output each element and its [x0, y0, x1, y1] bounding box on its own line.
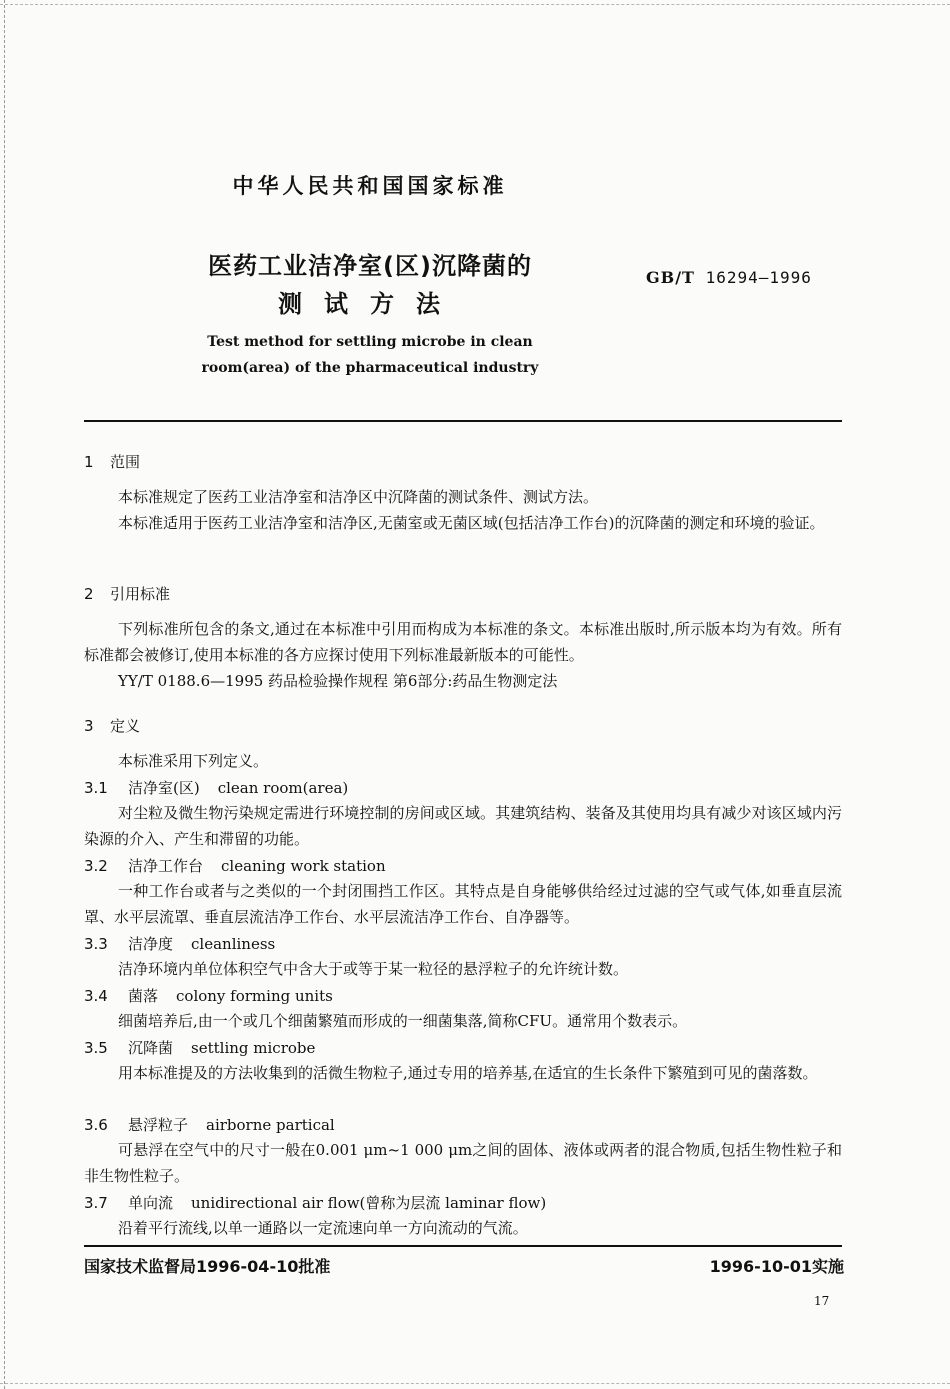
term-definition: 对尘粒及微生物污染规定需进行环境控制的房间或区域。其建筑结构、装备及其使用均具有减少对该区域内污染源的介入、产生和滞留的功能。 [84, 804, 842, 848]
term-heading [84, 855, 386, 876]
section-title: 引用标准 [110, 585, 171, 603]
term-cn: 菌落 [128, 987, 159, 1005]
effective-date: 1996-10-01实施 [709, 1257, 844, 1276]
section-heading-scope [84, 451, 140, 472]
term-cn: 单向流 [128, 1194, 174, 1212]
term-en: settling microbe [191, 1039, 316, 1057]
paragraph: 本标准适用于医药工业洁净室和洁净区,无菌室或无菌区域(包括洁净工作台)的沉降菌的测定和环境的验证。 [118, 514, 825, 532]
term-en: airborne partical [206, 1116, 335, 1134]
page-number: 17 [814, 1294, 830, 1308]
page-edge-left [4, 0, 5, 1389]
term-number: 3.1 [84, 779, 108, 797]
document-title-en-line2: room(area) of the pharmaceutical industry [201, 360, 539, 376]
term-en: cleaning work station [221, 857, 386, 875]
standard-code-prefix: GB/T [646, 268, 695, 287]
approval-date: 国家技术监督局1996-04-10批准 [84, 1257, 331, 1276]
term-cn: 悬浮粒子 [128, 1116, 189, 1134]
term-en: cleanliness [191, 935, 276, 953]
footer-divider [84, 1245, 842, 1247]
national-standard-title: 中华人民共和国国家标准 [232, 174, 508, 198]
term-en: clean room(area) [217, 779, 349, 797]
reference-standard: YY/T 0188.6—1995 药品检验操作规程 第6部分:药品生物测定法 [118, 672, 558, 690]
term-number: 3.5 [84, 1039, 108, 1057]
document-title-cn-line2: 测试方法 [278, 290, 462, 318]
term-heading [84, 1114, 335, 1135]
term-heading [84, 777, 348, 798]
section-title: 定义 [110, 717, 141, 735]
term-heading [84, 1037, 315, 1058]
paragraph: 本标准规定了医药工业洁净室和洁净区中沉降菌的测试条件、测试方法。 [118, 488, 599, 506]
document-title-cn-line1: 医药工业洁净室(区)沉降菌的 [208, 252, 532, 280]
section-number: 2 [84, 585, 94, 603]
term-heading [84, 985, 333, 1006]
term-number: 3.6 [84, 1116, 108, 1134]
term-heading [84, 1192, 546, 1213]
term-definition: 沿着平行流线,以单一通路以一定流速向单一方向流动的气流。 [118, 1219, 528, 1237]
term-en: unidirectional air flow(曾称为层流 laminar flow) [191, 1194, 547, 1212]
page-edge-bottom [0, 1383, 950, 1384]
term-number: 3.4 [84, 987, 108, 1005]
term-cn: 沉降菌 [128, 1039, 174, 1057]
page-edge-top [0, 4, 950, 5]
standard-code [646, 268, 812, 287]
standard-code-number: 16294—1996 [705, 268, 812, 287]
term-cn: 洁净度 [128, 935, 174, 953]
term-cn: 洁净室(区) [128, 779, 200, 797]
term-number: 3.2 [84, 857, 108, 875]
term-en: colony forming units [176, 987, 333, 1005]
term-cn: 洁净工作台 [128, 857, 204, 875]
term-number: 3.7 [84, 1194, 108, 1212]
section-title: 范围 [110, 453, 141, 471]
term-definition: 可悬浮在空气中的尺寸一般在0.001 μm~1 000 μm之间的固体、液体或两者的混合物质,包括生物性粒子和非生物性粒子。 [84, 1141, 842, 1185]
term-definition: 洁净环境内单位体积空气中含大于或等于某一粒径的悬浮粒子的允许统计数。 [118, 960, 629, 978]
section-number: 1 [84, 453, 94, 471]
term-heading [84, 933, 275, 954]
section-number: 3 [84, 717, 94, 735]
section-heading-normative-references [84, 583, 170, 604]
document-title-en-line1: Test method for settling microbe in clean [207, 334, 533, 350]
header-divider [84, 420, 842, 422]
term-definition: 一种工作台或者与之类似的一个封闭围挡工作区。其特点是自身能够供给经过过滤的空气或气体,如垂直层流罩、水平层流罩、垂直层流洁净工作台、水平层流洁净工作台、自净器等。 [84, 882, 842, 926]
term-definition: 用本标准提及的方法收集到的活微生物粒子,通过专用的培养基,在适宜的生长条件下繁殖到可见的菌落数。 [118, 1064, 818, 1082]
section-heading-definitions [84, 715, 140, 736]
paragraph: 下列标准所包含的条文,通过在本标准中引用而构成为本标准的条文。本标准出版时,所示版本均为有效。所有标准都会被修订,使用本标准的各方应探讨使用下列标准最新版本的可能性。 [84, 620, 842, 664]
definitions-intro: 本标准采用下列定义。 [118, 752, 269, 770]
term-number: 3.3 [84, 935, 108, 953]
term-definition: 细菌培养后,由一个或几个细菌繁殖而形成的一细菌集落,简称CFU。通常用个数表示。 [118, 1012, 688, 1030]
